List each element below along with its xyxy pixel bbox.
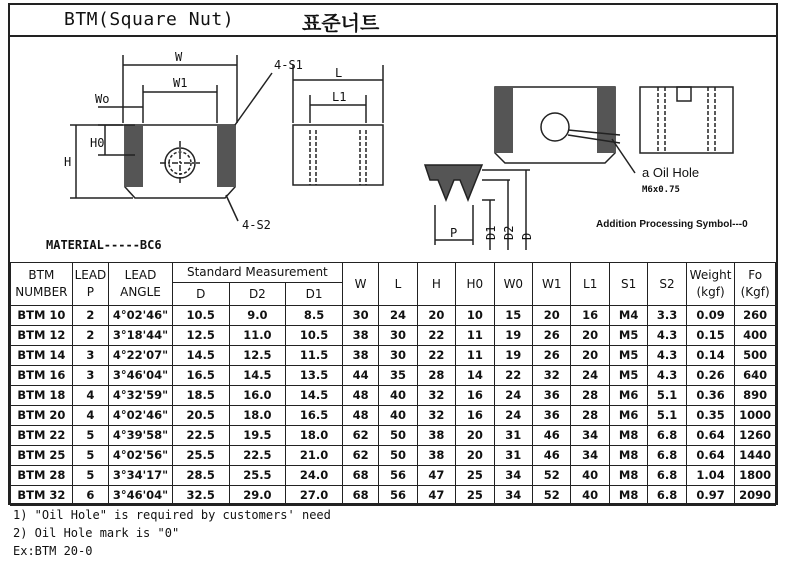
table-cell: 0.09 [686, 306, 735, 326]
table-cell: 28 [571, 386, 609, 406]
table-cell: 16.5 [172, 366, 229, 386]
table-cell: 20 [417, 306, 455, 326]
table-cell: 1260 [735, 426, 776, 446]
dim-w1-label: W1 [173, 76, 188, 90]
table-cell: 32 [417, 386, 455, 406]
header-lead: LEAD P [72, 263, 108, 306]
table-cell: 500 [735, 346, 776, 366]
table-cell: M6 [609, 406, 647, 426]
table-cell: 14.5 [172, 346, 229, 366]
header-s1: S1 [609, 263, 647, 306]
table-cell: 890 [735, 386, 776, 406]
table-cell: 52 [533, 466, 571, 486]
table-cell: 3°46'04" [109, 366, 173, 386]
table-cell: 21.0 [286, 446, 343, 466]
spec-table [10, 262, 776, 506]
table-cell: 2 [72, 326, 108, 346]
table-cell: 18.0 [286, 426, 343, 446]
table-cell: 50 [379, 446, 417, 466]
table-cell: 8.5 [286, 306, 343, 326]
table-cell: 1800 [735, 466, 776, 486]
table-cell: 0.64 [686, 426, 735, 446]
table-cell: 10.5 [172, 306, 229, 326]
table-cell: BTM 12 [11, 326, 73, 346]
table-cell: 16 [456, 406, 494, 426]
table-cell: M4 [609, 306, 647, 326]
table-cell: BTM 16 [11, 366, 73, 386]
table-cell: 20 [456, 426, 494, 446]
table-cell: 3 [72, 346, 108, 366]
table-cell: 3°34'17" [109, 466, 173, 486]
table-cell: 48 [342, 406, 378, 426]
table-cell: 10.5 [286, 326, 343, 346]
table-cell: 20 [456, 446, 494, 466]
table-cell: 22.5 [229, 446, 286, 466]
table-cell: 14.5 [286, 386, 343, 406]
table-cell: 3 [72, 366, 108, 386]
dim-d1-label: D1 [484, 225, 498, 240]
table-cell: 4°39'58" [109, 426, 173, 446]
oil-hole-mark [677, 87, 691, 101]
table-cell: M5 [609, 326, 647, 346]
table-cell: 52 [533, 486, 571, 506]
dim-w0-label: Wo [95, 92, 110, 106]
table-cell: 16 [571, 306, 609, 326]
table-cell: 5 [72, 466, 108, 486]
table-cell: M8 [609, 446, 647, 466]
table-cell: 6.8 [648, 486, 686, 506]
note-2: 2) Oil Hole mark is "0" [13, 526, 180, 540]
header-weight: Weight (kgf) [686, 263, 735, 306]
table-cell: 22 [417, 346, 455, 366]
header-btm-number: BTM NUMBER [11, 263, 73, 306]
table-cell: 12.5 [229, 346, 286, 366]
table-cell: BTM 28 [11, 466, 73, 486]
table-cell: 0.14 [686, 346, 735, 366]
spec-table-body [11, 306, 776, 506]
table-cell: 22 [417, 326, 455, 346]
note-example: Ex:BTM 20-0 [13, 544, 93, 558]
table-cell: 5 [72, 446, 108, 466]
table-cell: 32.5 [172, 486, 229, 506]
table-cell: 640 [735, 366, 776, 386]
header-s2: S2 [648, 263, 686, 306]
addition-processing-symbol: Addition Processing Symbol---0 [596, 219, 748, 230]
table-cell: BTM 14 [11, 346, 73, 366]
table-cell: 32 [533, 366, 571, 386]
table-cell: 25.5 [229, 466, 286, 486]
table-cell: 3.3 [648, 306, 686, 326]
header-standard-measurement: Standard Measurement [172, 263, 342, 283]
table-cell: 4 [72, 386, 108, 406]
oil-bore-circle [541, 113, 569, 141]
dim-l1-label: L1 [332, 90, 347, 104]
table-cell: 14 [456, 366, 494, 386]
table-cell: 18.0 [229, 406, 286, 426]
table-cell: 6.8 [648, 426, 686, 446]
table-cell: 2 [72, 306, 108, 326]
table-cell: 40 [379, 386, 417, 406]
table-cell: 35 [379, 366, 417, 386]
table-cell: 28.5 [172, 466, 229, 486]
table-cell: 30 [342, 306, 378, 326]
table-cell: 3°46'04" [109, 486, 173, 506]
table-cell: 4°02'46" [109, 406, 173, 426]
table-cell: 32 [417, 406, 455, 426]
table-cell: 12.5 [172, 326, 229, 346]
table-cell: 28 [571, 406, 609, 426]
table-cell: 13.5 [286, 366, 343, 386]
table-cell: 24 [494, 386, 532, 406]
table-cell: 40 [571, 466, 609, 486]
table-row [11, 386, 776, 406]
table-cell: 38 [342, 346, 378, 366]
table-cell: M8 [609, 486, 647, 506]
table-cell: 44 [342, 366, 378, 386]
table-row [11, 346, 776, 366]
table-cell: BTM 25 [11, 446, 73, 466]
table-cell: 16.0 [229, 386, 286, 406]
table-cell: 18.5 [172, 386, 229, 406]
material-label: MATERIAL-----BC6 [46, 238, 162, 252]
table-cell: 3°18'44" [109, 326, 173, 346]
dim-d-label: D [520, 232, 534, 240]
table-cell: 11.0 [229, 326, 286, 346]
table-cell: 22.5 [172, 426, 229, 446]
table-cell: 0.15 [686, 326, 735, 346]
table-cell: 56 [379, 466, 417, 486]
table-cell: 36 [533, 406, 571, 426]
dim-s2-label: 4-S2 [242, 218, 271, 232]
table-cell: 15 [494, 306, 532, 326]
table-cell: 34 [494, 486, 532, 506]
table-cell: 50 [379, 426, 417, 446]
table-cell: 11 [456, 326, 494, 346]
table-cell: 26 [533, 346, 571, 366]
table-cell: BTM 18 [11, 386, 73, 406]
table-cell: 4.3 [648, 366, 686, 386]
table-cell: 5.1 [648, 406, 686, 426]
table-cell: 11 [456, 346, 494, 366]
table-cell: 14.5 [229, 366, 286, 386]
dim-h-label: H [64, 155, 72, 169]
table-cell: 1.04 [686, 466, 735, 486]
table-cell: 47 [417, 486, 455, 506]
table-cell: 1440 [735, 446, 776, 466]
table-row [11, 446, 776, 466]
table-cell: 25 [456, 466, 494, 486]
table-cell: 6.8 [648, 446, 686, 466]
table-cell: BTM 32 [11, 486, 73, 506]
page-title-korean: 표준너트 [302, 11, 380, 35]
table-cell: 38 [417, 446, 455, 466]
table-cell: 20 [533, 306, 571, 326]
table-cell: 27.0 [286, 486, 343, 506]
dim-w-label: W [175, 50, 183, 64]
table-row [11, 326, 776, 346]
table-cell: 20 [571, 326, 609, 346]
table-cell: 26 [533, 326, 571, 346]
table-cell: 31 [494, 426, 532, 446]
table-cell: 24 [571, 366, 609, 386]
table-cell: 9.0 [229, 306, 286, 326]
table-cell: 20.5 [172, 406, 229, 426]
note-1: 1) "Oil Hole" is required by customers' need [13, 508, 331, 522]
table-cell: BTM 10 [11, 306, 73, 326]
table-cell: 19.5 [229, 426, 286, 446]
table-cell: 1000 [735, 406, 776, 426]
table-cell: 4°32'59" [109, 386, 173, 406]
table-cell: 0.97 [686, 486, 735, 506]
table-cell: 4.3 [648, 326, 686, 346]
table-cell: 10 [456, 306, 494, 326]
table-cell: M8 [609, 426, 647, 446]
oil-hole-size: M6x0.75 [642, 185, 680, 195]
table-cell: 62 [342, 446, 378, 466]
header-l1: L1 [571, 263, 609, 306]
header-d2: D2 [229, 283, 286, 306]
table-cell: 4 [72, 406, 108, 426]
table-cell: 4.3 [648, 346, 686, 366]
table-cell: 6 [72, 486, 108, 506]
header-w1: W1 [533, 263, 571, 306]
oil-hole-label: a Oil Hole [642, 165, 700, 180]
dim-p-label: P [450, 226, 458, 240]
table-cell: 40 [571, 486, 609, 506]
table-cell: 46 [533, 446, 571, 466]
table-cell: 22 [494, 366, 532, 386]
table-cell: 30 [379, 346, 417, 366]
table-cell: 34 [571, 426, 609, 446]
table-cell: 28 [417, 366, 455, 386]
table-row [11, 306, 776, 326]
table-cell: M8 [609, 466, 647, 486]
table-cell: 16.5 [286, 406, 343, 426]
thread-hatch-right [217, 125, 235, 187]
table-cell: 40 [379, 406, 417, 426]
header-h0: H0 [456, 263, 494, 306]
table-cell: 31 [494, 446, 532, 466]
table-cell: 0.35 [686, 406, 735, 426]
table-cell: 4°22'07" [109, 346, 173, 366]
table-cell: 0.26 [686, 366, 735, 386]
table-cell: 20 [571, 346, 609, 366]
table-cell: 30 [379, 326, 417, 346]
table-cell: 16 [456, 386, 494, 406]
table-cell: 0.36 [686, 386, 735, 406]
table-cell: 19 [494, 326, 532, 346]
table-row [11, 426, 776, 446]
table-cell: 6.8 [648, 466, 686, 486]
table-cell: 29.0 [229, 486, 286, 506]
table-cell: M5 [609, 346, 647, 366]
table-cell: 56 [379, 486, 417, 506]
table-cell: 46 [533, 426, 571, 446]
table-cell: 34 [494, 466, 532, 486]
thread-profile [425, 165, 482, 200]
dim-h0-label: H0 [90, 136, 105, 150]
table-row [11, 366, 776, 386]
header-l: L [379, 263, 417, 306]
table-cell: 2090 [735, 486, 776, 506]
header-h: H [417, 263, 455, 306]
dim-s1-label: 4-S1 [274, 58, 303, 72]
table-cell: 68 [342, 466, 378, 486]
table-cell: 24.0 [286, 466, 343, 486]
header-d1: D1 [286, 283, 343, 306]
table-cell: 5 [72, 426, 108, 446]
nut-side-oil-view [640, 87, 733, 153]
table-cell: M6 [609, 386, 647, 406]
dim-d2-label: D2 [502, 225, 516, 240]
table-cell: 36 [533, 386, 571, 406]
table-cell: 5.1 [648, 386, 686, 406]
table-cell: 24 [379, 306, 417, 326]
table-cell: 25.5 [172, 446, 229, 466]
table-cell: 38 [342, 326, 378, 346]
nut-side-view [293, 125, 383, 185]
table-cell: 260 [735, 306, 776, 326]
table-cell: 47 [417, 466, 455, 486]
page-title: BTM(Square Nut) [64, 9, 235, 30]
table-cell: 34 [571, 446, 609, 466]
table-cell: 19 [494, 346, 532, 366]
header-d: D [172, 283, 229, 306]
table-cell: 4°02'56" [109, 446, 173, 466]
table-cell: M5 [609, 366, 647, 386]
table-cell: 24 [494, 406, 532, 426]
thread-hatch-left [125, 125, 143, 187]
table-cell: 38 [417, 426, 455, 446]
table-row [11, 486, 776, 506]
header-w0: W0 [494, 263, 532, 306]
title-bar [10, 5, 776, 37]
table-row [11, 406, 776, 426]
header-w: W [342, 263, 378, 306]
table-row [11, 466, 776, 486]
table-cell: 25 [456, 486, 494, 506]
table-cell: BTM 22 [11, 426, 73, 446]
technical-drawing [10, 35, 776, 263]
footnotes [13, 506, 331, 560]
table-cell: 68 [342, 486, 378, 506]
table-cell: 400 [735, 326, 776, 346]
table-cell: 48 [342, 386, 378, 406]
table-cell: 11.5 [286, 346, 343, 366]
table-cell: 62 [342, 426, 378, 446]
dim-l-label: L [335, 66, 343, 80]
spec-sheet-frame [8, 3, 778, 505]
header-lead-angle: LEAD ANGLE [109, 263, 173, 306]
table-cell: BTM 20 [11, 406, 73, 426]
table-cell: 0.64 [686, 446, 735, 466]
table-cell: 4°02'46" [109, 306, 173, 326]
header-fo: Fo (Kgf) [735, 263, 776, 306]
